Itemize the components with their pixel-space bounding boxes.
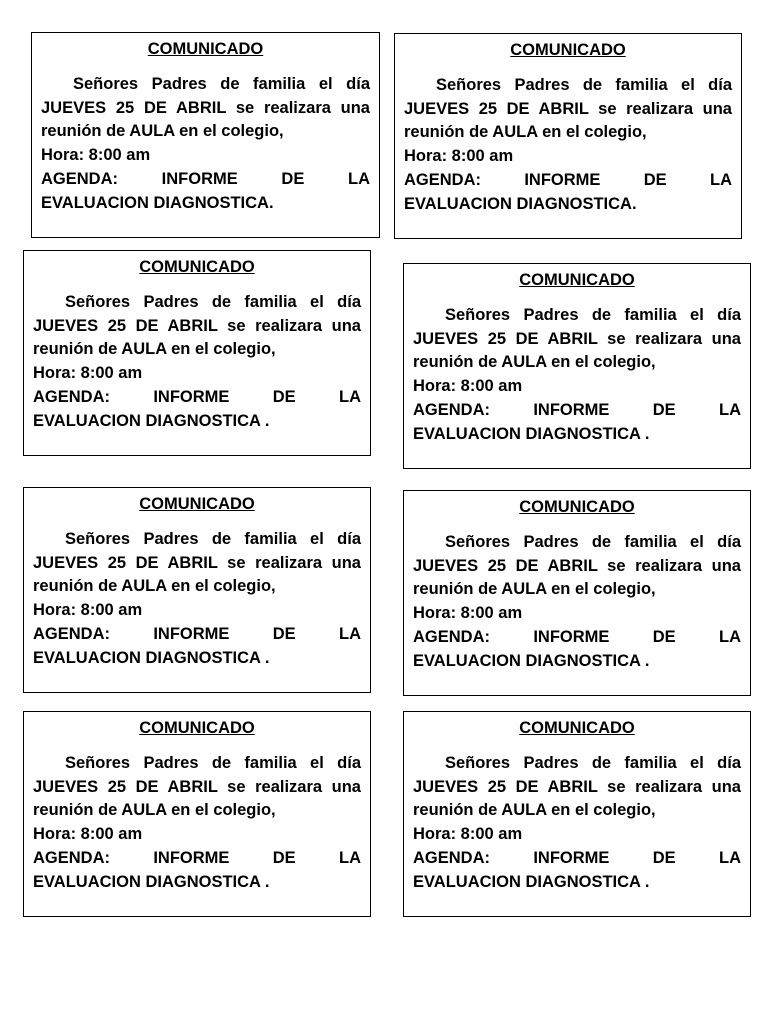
notice-card [394, 33, 742, 239]
notice-line: Señores Padres de familia el día [445, 754, 741, 772]
notice-body [404, 74, 732, 216]
notice-title: COMUNICADO [139, 719, 255, 737]
notice-line: Señores Padres de familia el día [65, 754, 361, 772]
notice-time: Hora: 8:00 am [413, 825, 523, 844]
notice-line: reunión de AULA en el colegio, [413, 353, 656, 372]
notice-line: Señores Padres de familia el día [445, 533, 741, 551]
notice-title: COMUNICADO [510, 41, 626, 59]
notice-body [41, 73, 370, 215]
notice-line: JUEVES 25 DE ABRIL se realizara una [413, 329, 741, 348]
notice-agenda: AGENDA: INFORME DE LA [404, 170, 732, 189]
notice-line: JUEVES 25 DE ABRIL se realizara una [413, 556, 741, 575]
notice-card [31, 32, 380, 238]
notice-body [33, 528, 361, 670]
notice-body [33, 291, 361, 433]
notice-line: reunión de AULA en el colegio, [404, 123, 647, 142]
notice-line: reunión de AULA en el colegio, [41, 122, 284, 141]
notice-card [403, 490, 751, 696]
notice-agenda: AGENDA: INFORME DE LA [33, 387, 361, 406]
notice-line: EVALUACION DIAGNOSTICA . [413, 651, 650, 670]
notice-body [33, 752, 361, 894]
notice-line: reunión de AULA en el colegio, [33, 340, 276, 359]
notice-line: Señores Padres de familia el día [445, 306, 741, 324]
notice-line: JUEVES 25 DE ABRIL se realizara una [41, 98, 370, 117]
notice-line: EVALUACION DIAGNOSTICA. [41, 193, 274, 212]
notice-agenda: AGENDA: INFORME DE LA [33, 848, 361, 867]
notice-line: reunión de AULA en el colegio, [413, 801, 656, 820]
notice-time: Hora: 8:00 am [41, 146, 151, 165]
notice-time: Hora: 8:00 am [413, 377, 523, 396]
notice-title: COMUNICADO [139, 258, 255, 276]
notice-line: Señores Padres de familia el día [436, 76, 732, 94]
notice-agenda: AGENDA: INFORME DE LA [413, 400, 741, 419]
notice-line: JUEVES 25 DE ABRIL se realizara una [413, 777, 741, 796]
notice-body [413, 531, 741, 673]
notice-title: COMUNICADO [147, 40, 264, 58]
notice-line: Señores Padres de familia el día [73, 75, 370, 93]
notice-line: JUEVES 25 DE ABRIL se realizara una [33, 777, 361, 796]
notice-title: COMUNICADO [139, 495, 255, 513]
notice-time: Hora: 8:00 am [33, 364, 143, 383]
notice-line: EVALUACION DIAGNOSTICA . [413, 424, 650, 443]
notice-body [413, 304, 741, 446]
notice-line: JUEVES 25 DE ABRIL se realizara una [33, 316, 361, 335]
notice-title: COMUNICADO [519, 498, 635, 516]
notice-agenda: AGENDA: INFORME DE LA [33, 624, 361, 643]
notice-time: Hora: 8:00 am [33, 825, 143, 844]
notice-card [23, 487, 371, 693]
notice-agenda: AGENDA: INFORME DE LA [41, 169, 370, 188]
notice-card [23, 250, 371, 456]
notice-time: Hora: 8:00 am [33, 601, 143, 620]
notice-line: Señores Padres de familia el día [65, 530, 361, 548]
notice-line: EVALUACION DIAGNOSTICA . [33, 411, 270, 430]
notice-line: EVALUACION DIAGNOSTICA . [413, 872, 650, 891]
notice-card [403, 711, 751, 917]
notice-card [23, 711, 371, 917]
notice-line: EVALUACION DIAGNOSTICA. [404, 194, 637, 213]
notice-agenda: AGENDA: INFORME DE LA [413, 848, 741, 867]
notice-card [403, 263, 751, 469]
notice-title: COMUNICADO [519, 719, 635, 737]
notice-line: reunión de AULA en el colegio, [33, 577, 276, 596]
notice-line: JUEVES 25 DE ABRIL se realizara una [33, 553, 361, 572]
notice-body [413, 752, 741, 894]
notice-line: EVALUACION DIAGNOSTICA . [33, 648, 270, 667]
notice-title: COMUNICADO [519, 271, 635, 289]
notice-time: Hora: 8:00 am [404, 147, 514, 166]
notice-line: Señores Padres de familia el día [65, 293, 361, 311]
notice-time: Hora: 8:00 am [413, 604, 523, 623]
notice-agenda: AGENDA: INFORME DE LA [413, 627, 741, 646]
notice-line: reunión de AULA en el colegio, [33, 801, 276, 820]
notice-line: JUEVES 25 DE ABRIL se realizara una [404, 99, 732, 118]
notice-line: EVALUACION DIAGNOSTICA . [33, 872, 270, 891]
notice-line: reunión de AULA en el colegio, [413, 580, 656, 599]
